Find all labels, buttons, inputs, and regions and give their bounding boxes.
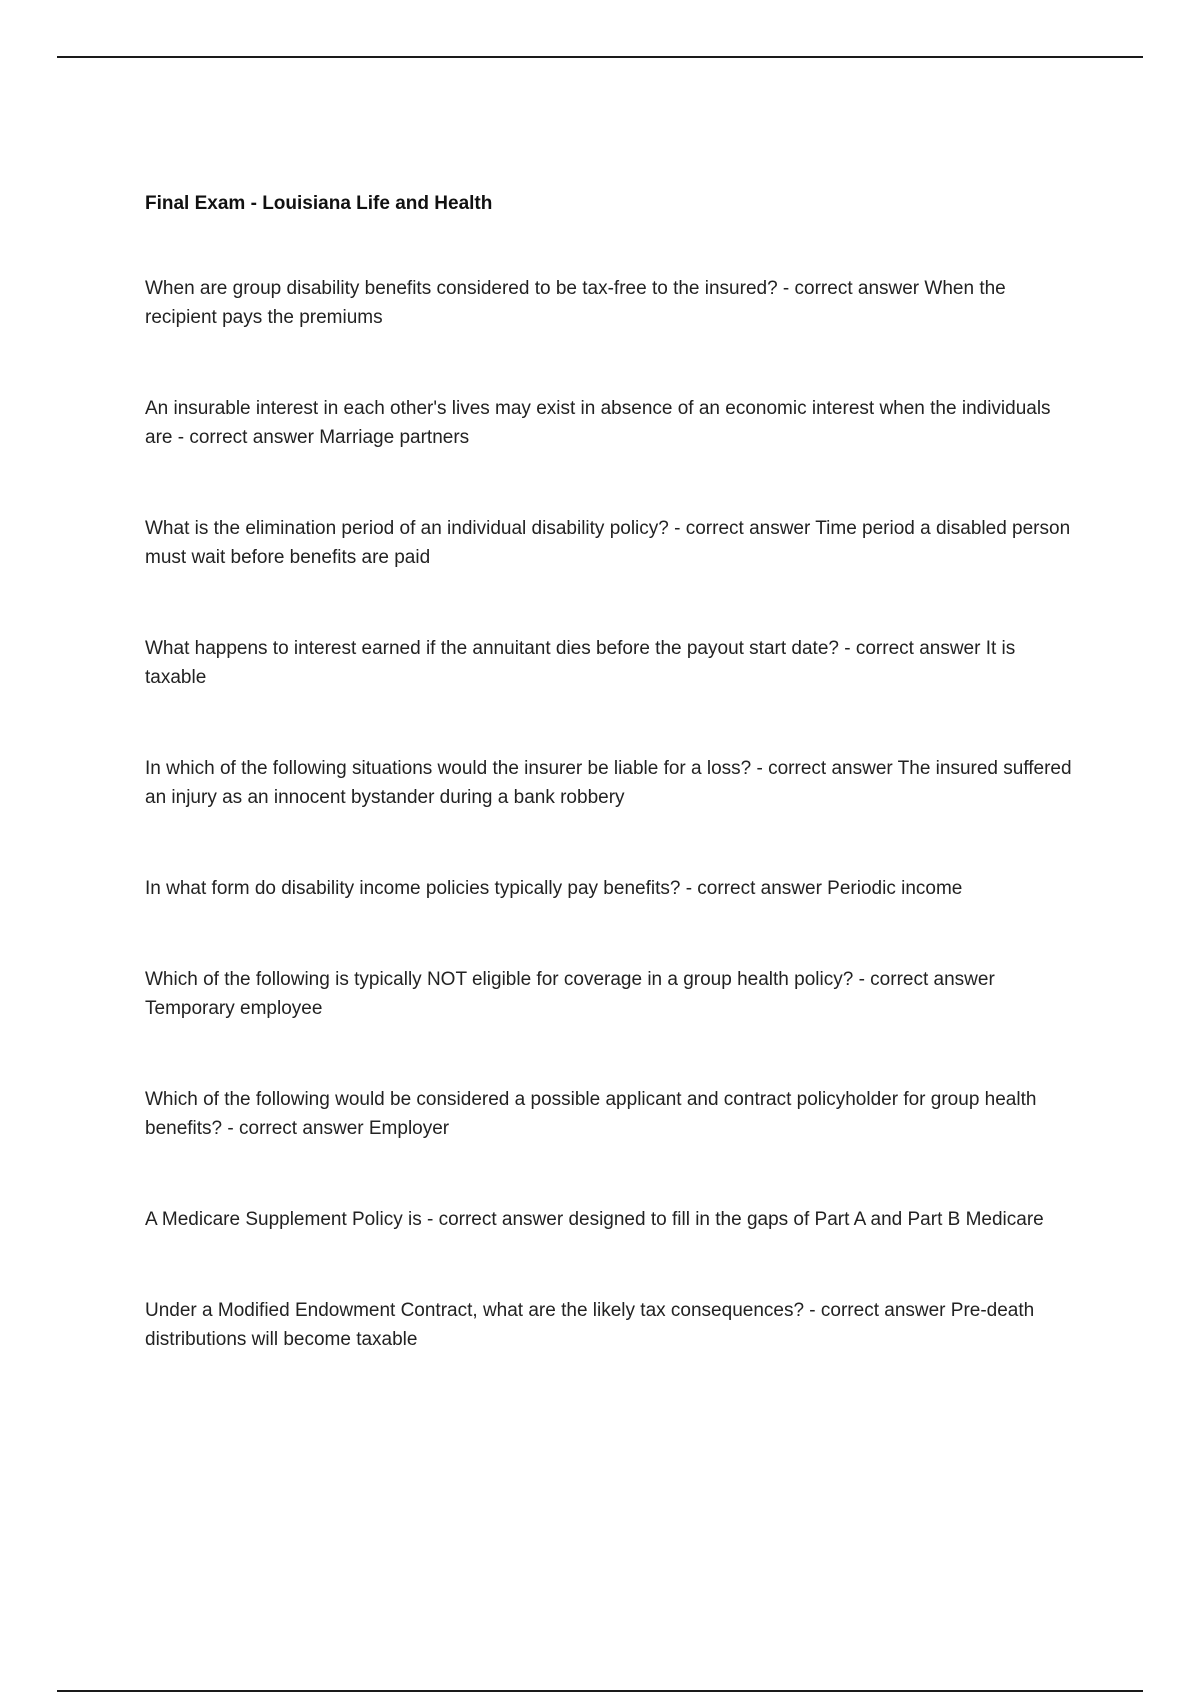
qa-item-4: What happens to interest earned if the annuitant dies before the payout start date? - correct answer It is taxable [145, 638, 1016, 688]
qa-item-9: A Medicare Supplement Policy is - correct answer designed to fill in the gaps of Part A and Part B Medicare [145, 1209, 1044, 1230]
qa-item-5: In which of the following situations would the insurer be liable for a loss? - correct answer The insured suffered an injury as an innocent bystander during a bank robbery [145, 758, 1072, 808]
footer-rule [57, 1690, 1143, 1692]
qa-item-2: An insurable interest in each other's lives may exist in absence of an economic interest when the individuals are - correct answer Marriage partners [145, 398, 1051, 448]
qa-item-10: Under a Modified Endowment Contract, what are the likely tax consequences? - correct answer Pre-death distributions will become taxable [145, 1300, 1035, 1350]
qa-item-7: Which of the following is typically NOT eligible for coverage in a group health policy? - correct answer Temporary employee [145, 969, 995, 1019]
qa-item-6: In what form do disability income policies typically pay benefits? - correct answer Periodic income [145, 878, 963, 899]
qa-item-3: What is the elimination period of an individual disability policy? - correct answer Time period a disabled person must wait before benefits are paid [145, 518, 1071, 568]
document-title: Final Exam - Louisiana Life and Health [145, 193, 493, 214]
header-rule [57, 56, 1143, 58]
qa-item-1: When are group disability benefits considered to be tax-free to the insured? - correct answer When the recipient pays the premiums [145, 278, 1006, 328]
qa-item-8: Which of the following would be considered a possible applicant and contract policyholder for group health benefits? - correct answer Employer [145, 1089, 1037, 1139]
document-body [145, 190, 1080, 1416]
